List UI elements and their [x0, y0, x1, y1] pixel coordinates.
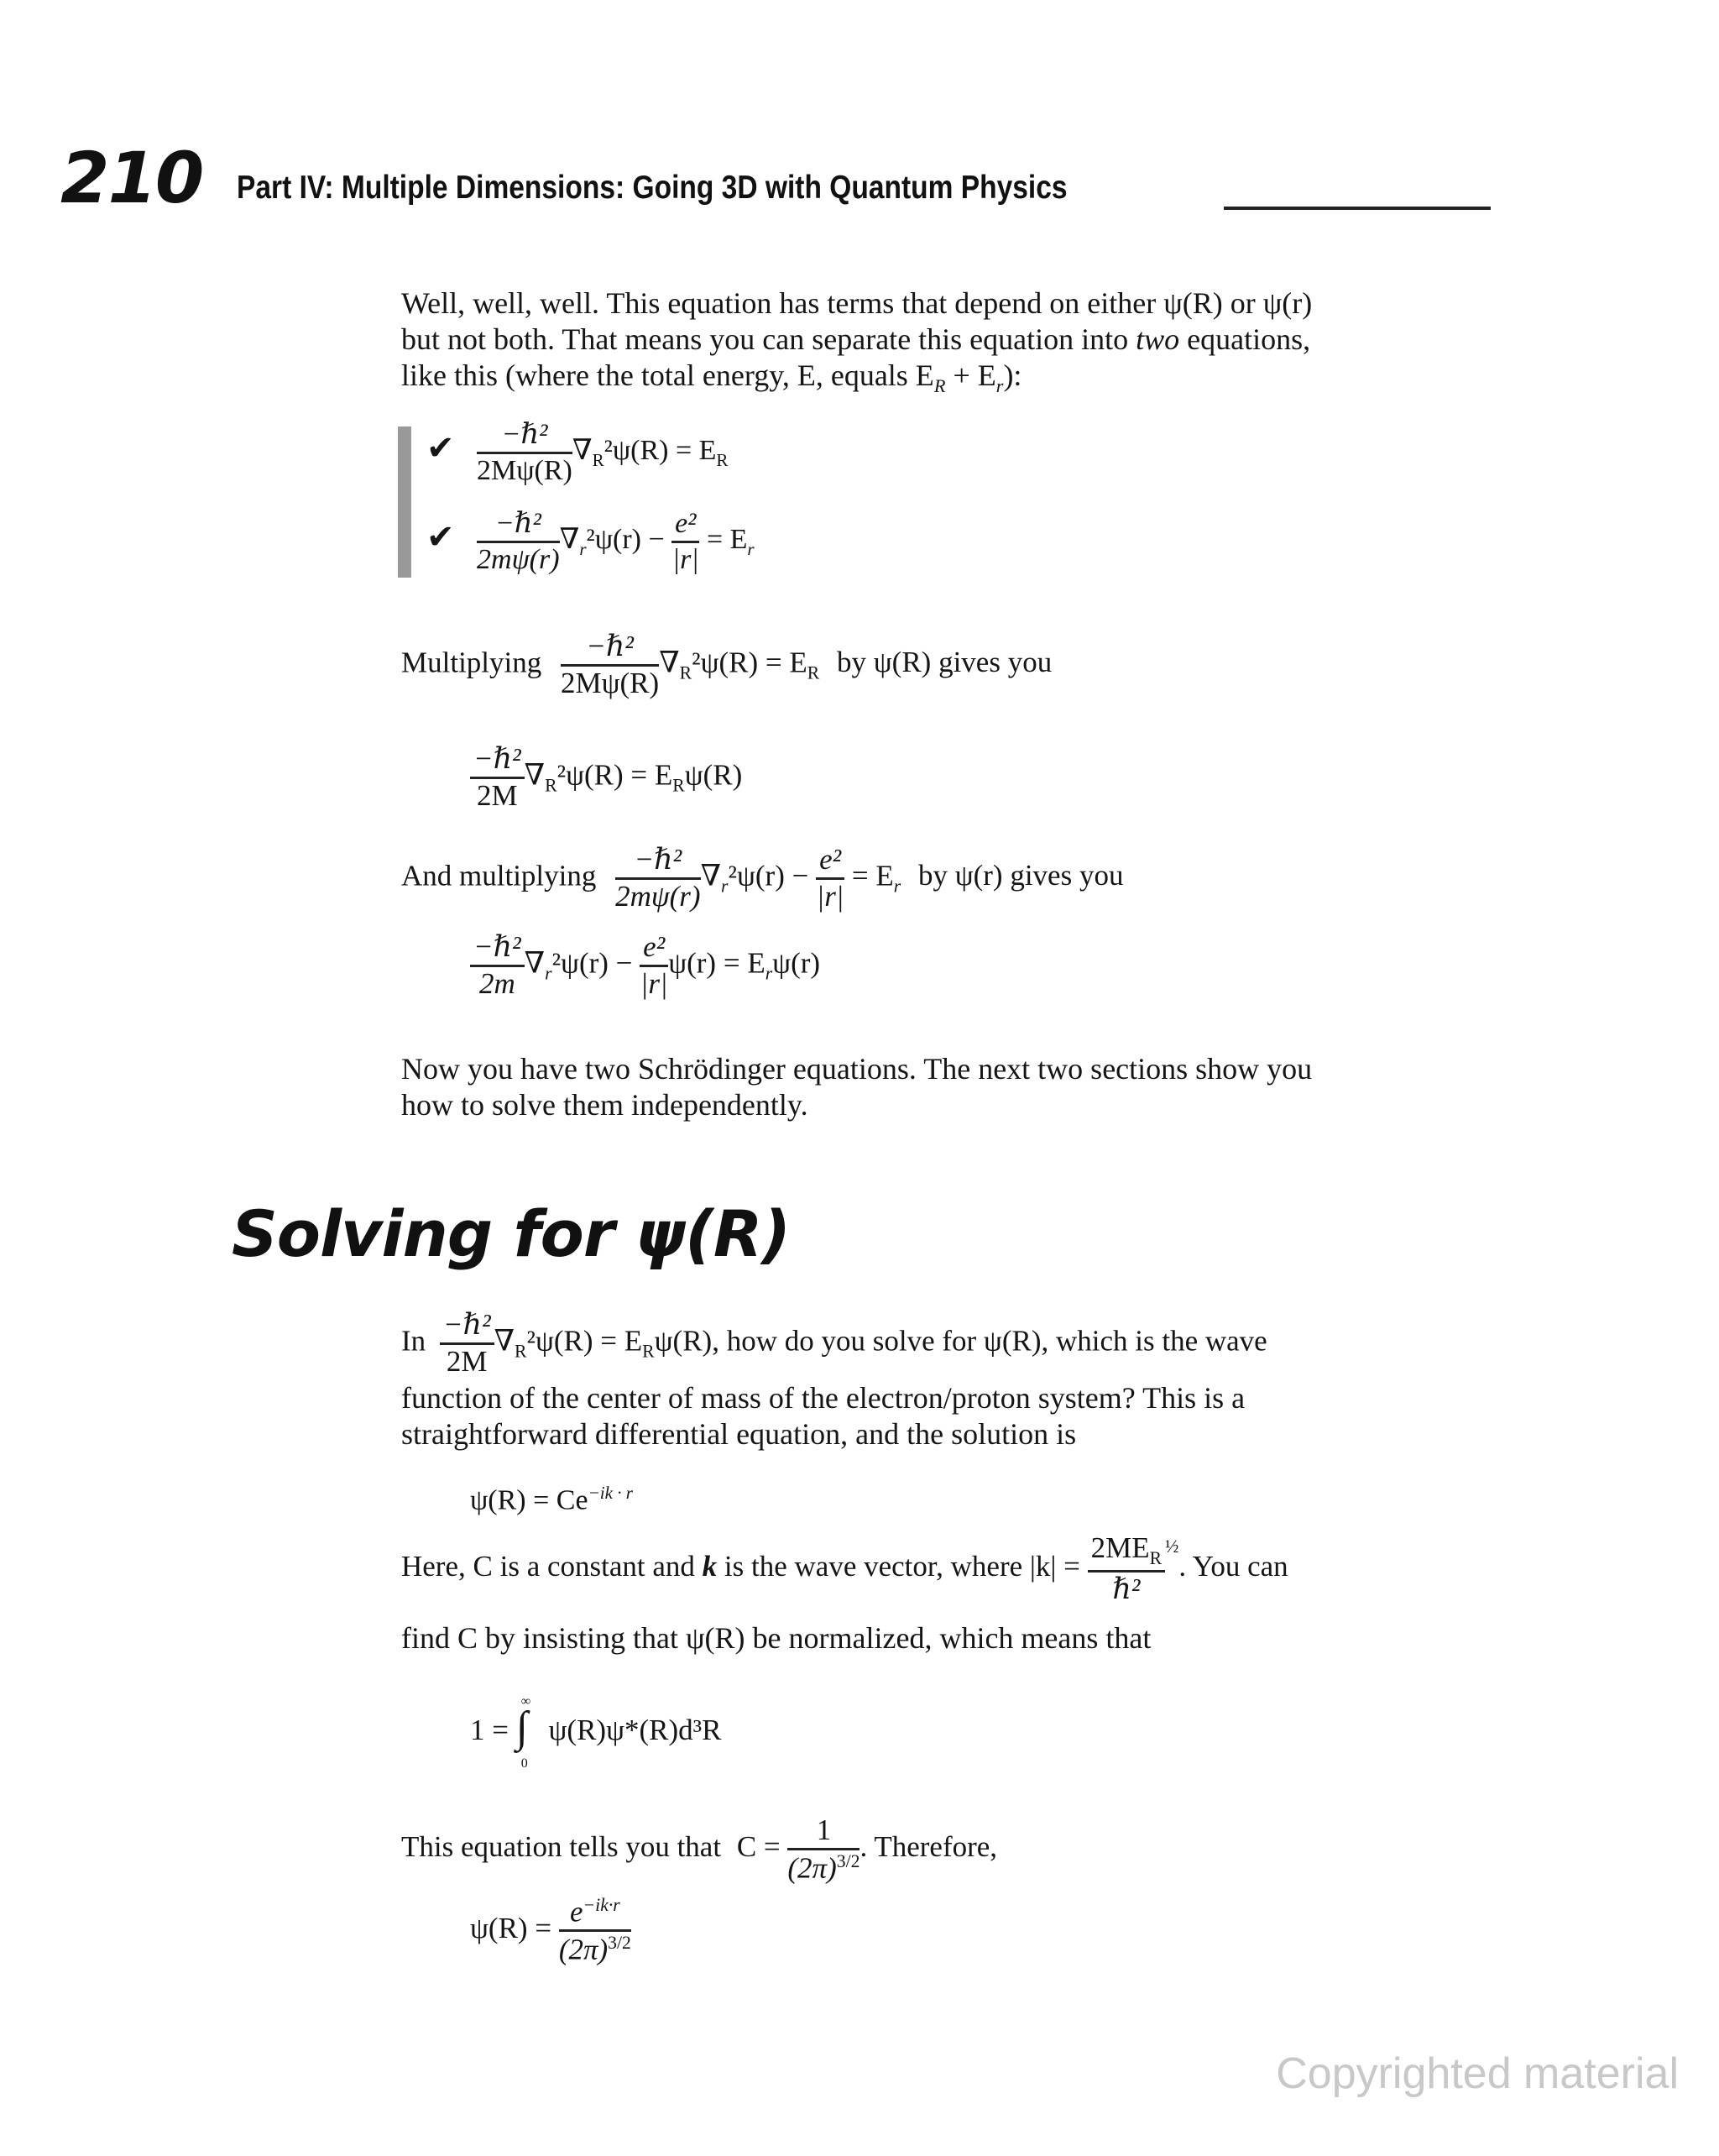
fraction: $\frac{\text{−ℏ²}}{2M\psi(R)}$: [477, 419, 572, 486]
section-p1-line-2: function of the center of mass of the electron/proton system? This is a: [401, 1381, 1246, 1415]
final-equation: ψ(R) = $\frac{e^{-ik\cdot r}}{(2\pi)^{3/2}}$: [470, 1895, 631, 1967]
multiply-2-line: And multiplying $\frac{\text{−ℏ²}}{2m\psi(r)}$ $\nabla_r^2\psi(r)$ − $\frac{\text{e²}}{|r|}$ = $E_r$ by ψ(r) gives you: [401, 843, 1124, 913]
section-p3-line: This equation tells you that C = $\frac{1}{(2\pi)^{3/2}}$ . Therefore,: [401, 1813, 998, 1885]
conclusion-line-2: how to solve them independently.: [401, 1088, 808, 1122]
copyright-watermark: Copyrighted material: [1276, 2049, 1679, 2098]
multiply-1-line: Multiplying $\frac{\text{−ℏ²}}{2M\psi(R)}$ $\nabla_R^2\psi(R) = E_R$ by ψ(R) gives you: [401, 630, 1053, 699]
fraction: $\frac{\text{−ℏ²}}{2M}$: [470, 744, 525, 812]
bullet-equation-1: ✔ $\frac{\text{−ℏ²}}{2M\psi(R)}$ $\nabla_R^2\psi(R) = E_R$: [426, 419, 729, 486]
integral-sign: ∞ ∫ 0: [515, 1694, 531, 1771]
section-p1-line-1: In $\frac{\text{−ℏ²}}{2M}$ $\nabla_R^2\psi(R) = E_R\psi(R)$, how do you solve for ψ(R), which is the wave: [401, 1308, 1267, 1378]
fraction: $\frac{\text{−ℏ²}}{2m\psi(r)}$: [615, 843, 701, 913]
intro-line-2: but not both. That means you can separate this equation into two equations,: [401, 322, 1311, 356]
fraction: $\frac{e^{-ik\cdot r}}{(2\pi)^{3/2}}$: [558, 1895, 631, 1967]
section-p2-line-2: find C by insisting that ψ(R) be normalized, which means that: [401, 1621, 1152, 1655]
bullet-equation-2: ✔ $\frac{\text{−ℏ²}}{2m\psi(r)}$ $\nabla_r^2\psi(r)$ − $\frac{\text{e²}}{|r|}$ = $E_r$: [426, 508, 755, 575]
fraction: $\frac{\text{−ℏ²}}{2M\psi(R)}$: [561, 630, 660, 699]
fraction: $\frac{\text{e²}}{|r|}$: [640, 930, 668, 1000]
multiply-1-result: $\frac{\text{−ℏ²}}{2M}$ $\nabla_R^2\psi(R) = E_R\psi(R)$: [470, 744, 742, 812]
intro-paragraph: [401, 285, 1313, 397]
fraction: $\frac{\text{e²}}{|r|}$: [816, 843, 844, 913]
fraction: $\frac{\text{e²}}{|r|}$: [671, 508, 699, 575]
fraction: $\frac{1}{(2\pi)^{3/2}}$: [787, 1813, 860, 1885]
normalization-equation: 1 = ∞ ∫ 0 ψ(R)ψ*(R)d³R: [470, 1694, 722, 1771]
running-head: Part IV: Multiple Dimensions: Going 3D with Quantum Physics: [237, 170, 1068, 206]
section-heading: Solving for ψ(R): [232, 1196, 791, 1271]
bullet-sidebar-bar: [398, 426, 411, 578]
checkmark-icon: ✔: [426, 517, 455, 557]
solution-equation: $\psi(R) = Ce^{-ik \cdot r}$: [470, 1483, 634, 1516]
section-p1-rest: [401, 1380, 1245, 1452]
fraction: $\frac{2ME_R}{\text{ℏ²}}$: [1088, 1533, 1165, 1605]
intro-line-3: like this (where the total energy, E, equals $E_R + E_r$):: [401, 358, 1022, 397]
fraction: $\frac{\text{−ℏ²}}{2M}$: [440, 1310, 494, 1378]
section-p2-line-1: Here, C is a constant and k is the wave vector, where |k| = $\frac{2ME_R}{\text{ℏ²}}$ $^{\frac{1}{2}}$. You can: [401, 1531, 1288, 1605]
section-p1-line-3: straightforward differential equation, and the solution is: [401, 1417, 1077, 1451]
multiply-2-result: $\frac{\text{−ℏ²}}{2m}$ $\nabla_r^2\psi(r)$ − $\frac{\text{e²}}{|r|}$ $\psi(r) = E_r\psi(r)$: [470, 932, 820, 1000]
page-number: 210: [60, 137, 203, 219]
fraction: $\frac{\text{−ℏ²}}{2m}$: [470, 932, 525, 1000]
checkmark-icon: ✔: [426, 428, 455, 468]
conclusion-paragraph: [401, 1051, 1312, 1123]
conclusion-line-1: Now you have two Schrödinger equations. The next two sections show you: [401, 1052, 1313, 1086]
header-rule: [1224, 207, 1491, 210]
fraction: $\frac{\text{−ℏ²}}{2m\psi(r)}$: [477, 508, 560, 575]
intro-line-1: Well, well, well. This equation has terms that depend on either ψ(R) or ψ(r): [401, 286, 1313, 320]
